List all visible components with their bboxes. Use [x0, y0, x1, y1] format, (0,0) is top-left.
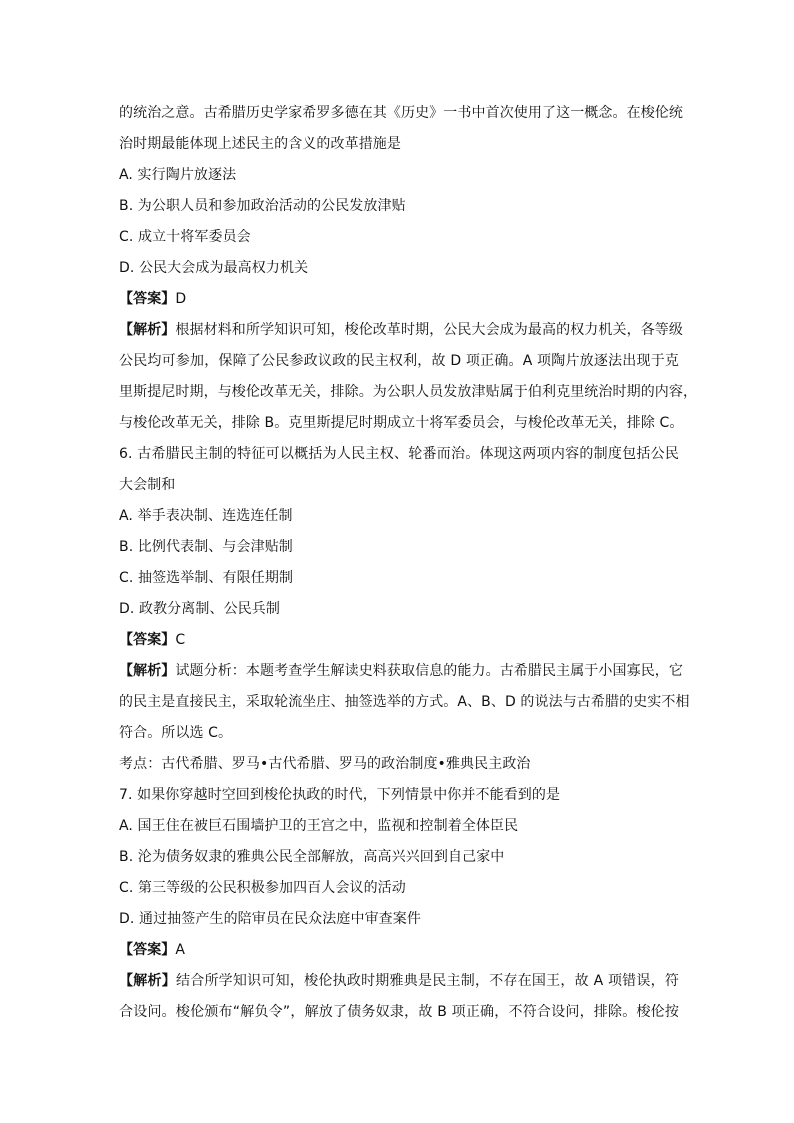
text-line	[119, 661, 684, 681]
text-line	[119, 630, 679, 650]
line-text: 里斯提尼时期，与梭伦改革无关，排除。为公职人员发放津贴属于伯利克里统治时期的内容，	[119, 384, 698, 400]
text-line	[119, 320, 684, 340]
line-text: C. 成立十将军委员会	[119, 229, 251, 245]
line-text: C. 抽签选举制、有限任期制	[119, 570, 294, 586]
text-line	[119, 475, 679, 495]
text-line	[119, 351, 679, 371]
text-line	[119, 258, 679, 278]
line-text: D. 政教分离制、公民兵制	[119, 601, 280, 617]
line-text: 结合所学知识可知，梭伦执政时期雅典是民主制，不存在国王，故 A 项错误，符	[175, 973, 679, 989]
line-text: C	[175, 632, 186, 648]
text-line	[119, 878, 679, 898]
text-line	[119, 816, 679, 836]
text-line	[119, 785, 679, 805]
line-text: A. 实行陶片放逐法	[119, 167, 237, 183]
section-label: 【解析】	[119, 322, 176, 338]
line-text: 考点：古代希腊、罗马•古代希腊、罗马的政治制度•雅典民主政治	[119, 756, 531, 772]
text-line	[119, 599, 679, 619]
text-line	[119, 165, 679, 185]
line-text: 的民主是直接民主，采取轮流坐庄、抽签选举的方式。A、B、D 的说法与古希腊的史实不相	[119, 694, 690, 710]
line-text: 的统治之意。古希腊历史学家希罗多德在其《历史》一书中首次使用了这一概念。在梭伦统	[119, 105, 683, 121]
line-text: 6. 古希腊民主制的特征可以概括为人民主权、轮番而治。体现这两项内容的制度包括公民	[119, 446, 679, 462]
line-text: B. 为公职人员和参加政治活动的公民发放津贴	[119, 198, 406, 214]
line-text: 符合。所以选 C。	[119, 725, 233, 741]
line-text: 合设问。梭伦颁布“解负令”，解放了债务奴隶，故 B 项正确，不符合设问，排除。梭伦按	[119, 1004, 679, 1020]
line-text: C. 第三等级的公民积极参加四百人会议的活动	[119, 880, 406, 896]
text-line	[119, 568, 679, 588]
line-text: 试题分析：本题考查学生解读史料获取信息的能力。古希腊民主属于小国寡民，它	[175, 663, 684, 679]
line-text: D. 公民大会成为最高权力机关	[119, 260, 309, 276]
line-text: 与梭伦改革无关，排除 B。克里斯提尼时期成立十将军委员会，与梭伦改革无关，排除 C。	[119, 415, 684, 431]
text-line	[119, 1002, 679, 1022]
line-text: 大会制和	[119, 477, 176, 493]
text-line	[119, 444, 679, 464]
section-label: 【答案】	[119, 942, 176, 958]
text-line	[119, 506, 679, 526]
line-text: A	[175, 942, 186, 958]
line-text: B. 比例代表制、与会津贴制	[119, 539, 293, 555]
text-line	[119, 413, 684, 433]
section-label: 【解析】	[119, 973, 176, 989]
text-line	[119, 196, 679, 216]
line-text: B. 沦为债务奴隶的雅典公民全部解放，高高兴兴回到自己家中	[119, 849, 505, 865]
text-line	[119, 537, 679, 557]
text-line	[119, 134, 679, 154]
line-text: 治时期最能体现上述民主的含义的改革措施是	[119, 136, 401, 152]
text-line	[119, 103, 683, 123]
line-text: 7. 如果你穿越时空回到梭伦执政的时代，下列情景中你并不能看到的是	[119, 787, 561, 803]
text-line	[119, 382, 698, 402]
text-line	[119, 971, 679, 991]
text-line	[119, 847, 679, 867]
text-line	[119, 289, 679, 309]
section-label: 【答案】	[119, 632, 176, 648]
text-line	[119, 227, 679, 247]
text-line	[119, 723, 679, 743]
line-text: 根据材料和所学知识可知，梭伦改革时期，公民大会成为最高的权力机关，各等级	[175, 322, 684, 338]
line-text: D	[175, 291, 187, 307]
line-text: A. 举手表决制、连选连任制	[119, 508, 293, 524]
line-text: D. 通过抽签产生的陪审员在民众法庭中审查案件	[119, 911, 421, 927]
text-line	[119, 940, 679, 960]
text-line	[119, 909, 679, 929]
section-label: 【解析】	[119, 663, 176, 679]
text-line	[119, 754, 679, 774]
line-text: 公民均可参加，保障了公民参政议政的民主权利，故 D 项正确。A 项陶片放逐法出现于克	[119, 353, 679, 369]
line-text: A. 国王住在被巨石围墙护卫的王宫之中，监视和控制着全体臣民	[119, 818, 519, 834]
text-line	[119, 692, 690, 712]
section-label: 【答案】	[119, 291, 176, 307]
